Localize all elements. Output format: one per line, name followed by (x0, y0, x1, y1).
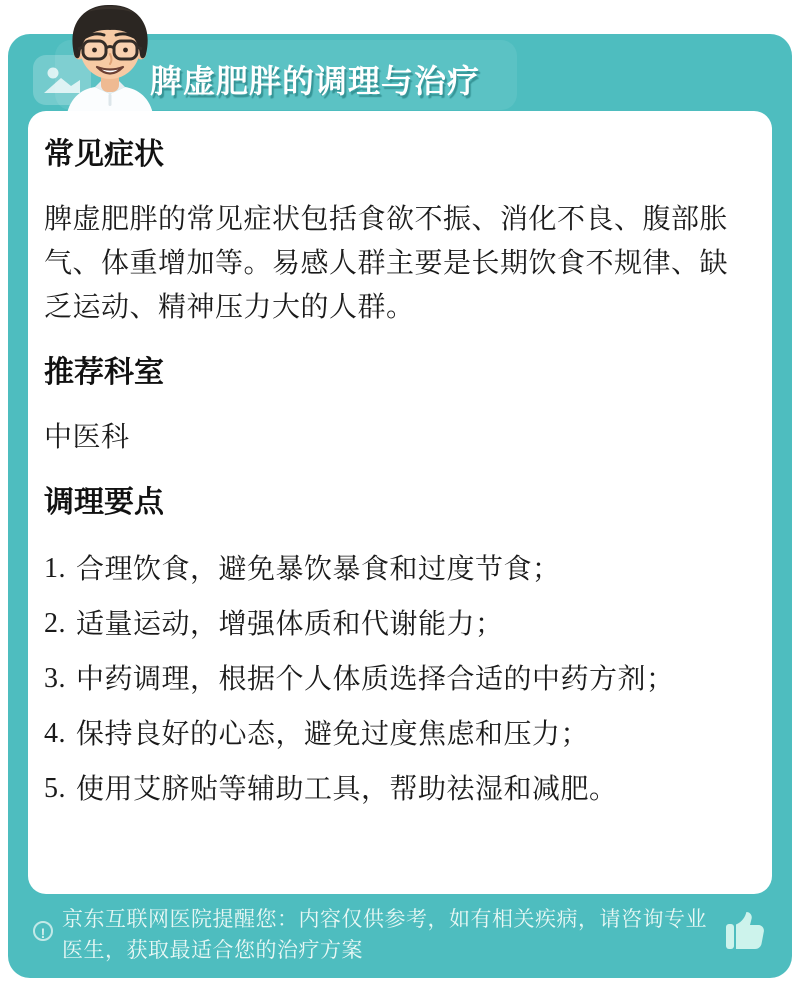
department-value: 中医科 (44, 421, 130, 452)
list-item-text: 合理饮食，避免暴饮暴食和过度节食； (76, 553, 561, 584)
list-item-text: 使用艾脐贴等辅助工具，帮助祛湿和减肥。 (76, 773, 618, 804)
list-item-number: 4. (44, 718, 66, 749)
list-item (44, 712, 756, 756)
list-item-number: 3. (44, 663, 66, 694)
symptoms-paragraph: 脾虚肥胖的常见症状包括食欲不振、消化不良、腹部胀气、体重增加等。易感人群主要是长期饮食不规律、缺乏运动、精神压力大的人群。 (44, 203, 729, 322)
section-heading-department: 推荐科室 (44, 356, 164, 389)
list-item-text: 适量运动，增强体质和代谢能力； (76, 608, 504, 639)
list-item (44, 547, 756, 591)
list-item (44, 657, 756, 701)
list-item-text: 保持良好的心态，避免过度焦虑和压力； (76, 718, 590, 749)
list-item-number: 5. (44, 773, 66, 804)
list-item (44, 767, 756, 811)
content-card (28, 111, 772, 894)
list-item-number: 2. (44, 608, 66, 639)
footer-bar (0, 898, 800, 978)
list-item (44, 602, 756, 646)
list-item-text: 中药调理，根据个人体质选择合适的中药方剂； (76, 663, 675, 694)
page-title: 脾虚肥胖的调理与治疗 (150, 63, 481, 99)
tips-list (44, 547, 756, 811)
info-icon: ! (33, 921, 53, 941)
list-item-number: 1. (44, 553, 66, 584)
section-heading-symptoms: 常见症状 (44, 138, 164, 171)
footer-disclaimer: 京东互联网医院提醒您：内容仅供参考，如有相关疾病，请咨询专业医生，获取最适合您的治疗方案 (62, 908, 707, 962)
thumbs-up-icon[interactable] (724, 910, 766, 952)
section-heading-tips: 调理要点 (44, 486, 164, 519)
